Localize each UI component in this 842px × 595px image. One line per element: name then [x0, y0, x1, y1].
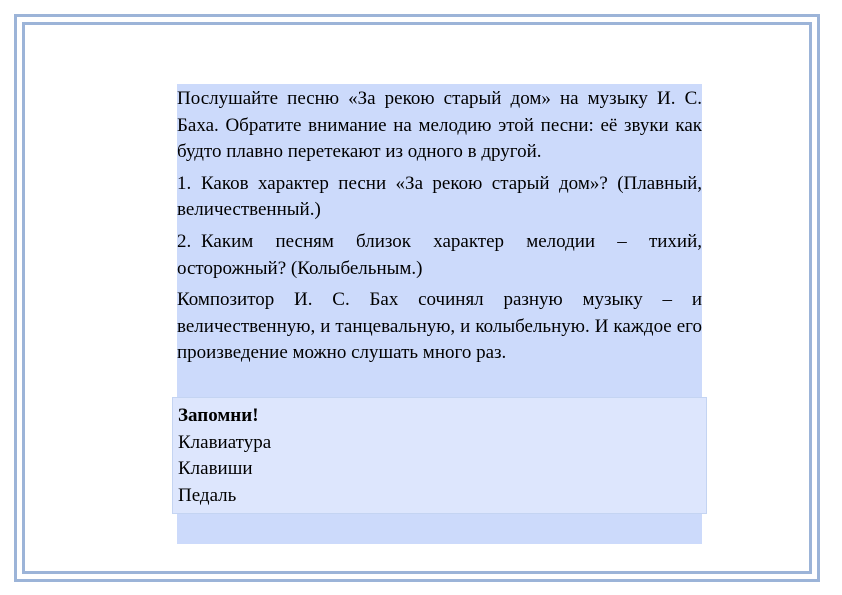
remember-term: Педаль	[178, 484, 237, 506]
question-1-number: 1.	[177, 172, 192, 194]
remember-box	[172, 397, 707, 514]
question-2-number: 2.	[177, 230, 192, 252]
conclusion-paragraph: Композитор И. С. Бах сочинял разную музыку – и величественную, и танцевальную, и колыбельную. И каждое его произведение можно слушать много раз.	[177, 289, 702, 364]
question-2-text: Каким песням близок характер мелодии – тихий, осторожный? (Колыбельным.)	[177, 230, 702, 279]
question-2	[177, 229, 702, 282]
remember-term: Клавиатура	[178, 431, 272, 453]
intro-paragraph: Послушайте песню «За рекою старый дом» на музыку И. С. Баха. Обратите внимание на мелодию этой песни: её звуки как будто плавно перетекают из одного в другой.	[177, 88, 702, 163]
lesson-text	[177, 86, 702, 372]
question-1	[177, 171, 702, 224]
remember-title: Запомни!	[178, 405, 259, 426]
remember-term: Клавиши	[178, 458, 253, 480]
question-1-text: Каков характер песни «За рекою старый дом»? (Плавный, величественный.)	[177, 172, 702, 221]
